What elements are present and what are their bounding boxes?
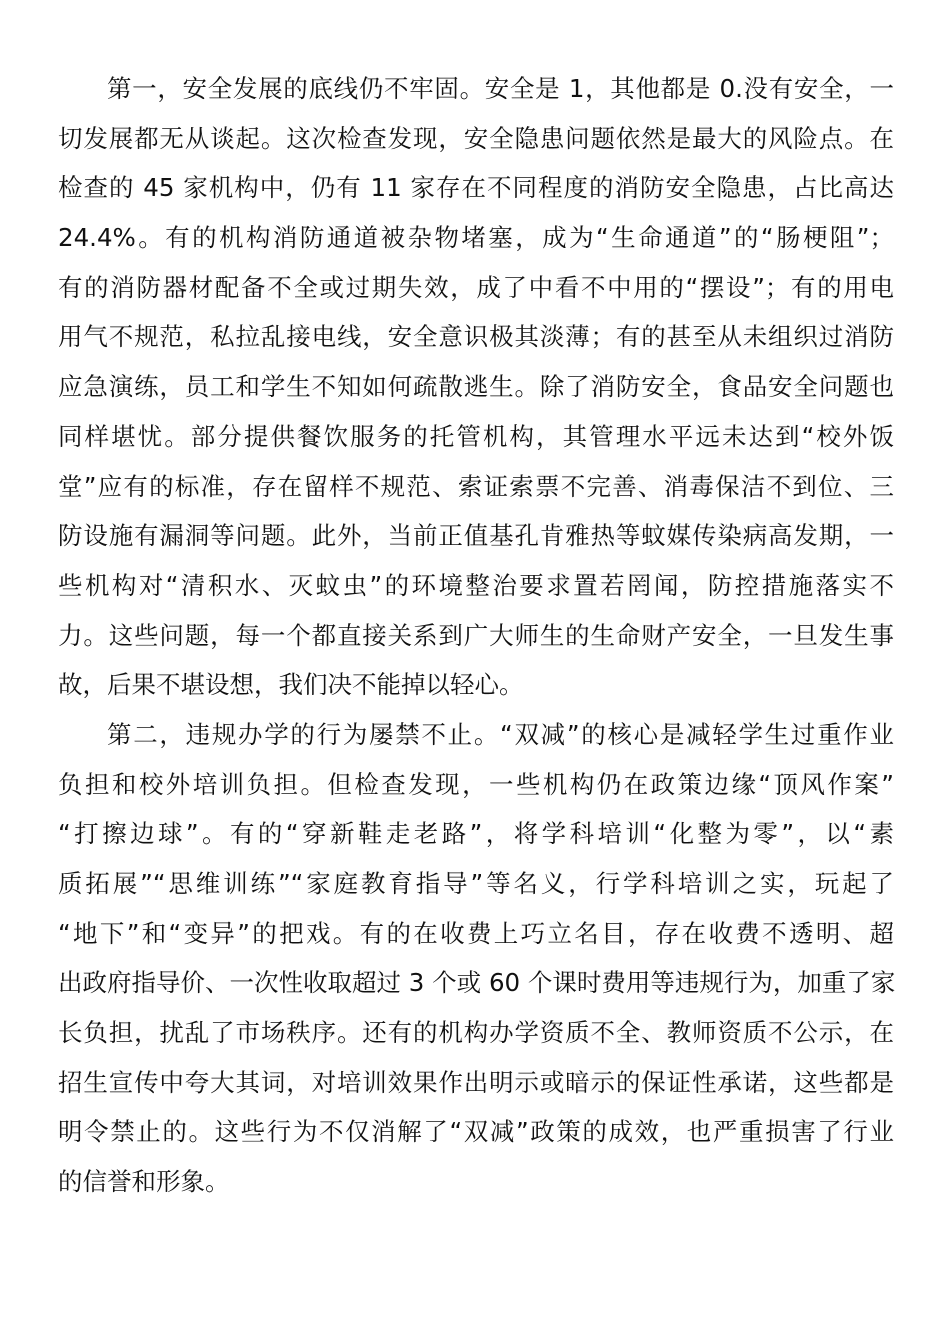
text-line: 些机构对“清积水、灭蚊虫”的环境整治要求置若罔闻，防控措施落实不 [58,570,894,600]
paragraph-safety [58,64,894,710]
text-line: 长负担，扰乱了市场秩序。还有的机构办学资质不全、教师资质不公示，在 [58,1018,894,1048]
text-line: “地下”和“变异”的把戏。有的在收费上巧立名目，存在收费不透明、超 [58,918,894,948]
text-line: 同样堪忧。部分提供餐饮服务的托管机构，其管理水平远未达到“校外饭 [58,421,894,451]
text-line: 应急演练，员工和学生不知如何疏散逃生。除了消防安全，食品安全问题也 [58,372,894,402]
document-page [58,64,894,1207]
text-line: 切发展都无从谈起。这次检查发现，安全隐患问题依然是最大的风险点。在 [58,123,894,153]
text-line: 出政府指导价、一次性收取超过 3 个或 60 个课时费用等违规行为，加重了家 [58,968,896,998]
text-line: 明令禁止的。这些行为不仅消解了“双减”政策的成效，也严重损害了行业 [58,1117,894,1147]
text-line: 有的消防器材配备不全或过期失效，成了中看不中用的“摆设”；有的用电 [58,272,894,302]
text-line: 负担和校外培训负担。但检查发现，一些机构仍在政策边缘“顶风作案” [58,769,894,799]
text-line: 力。这些问题，每一个都直接关系到广大师生的生命财产安全，一旦发生事 [58,620,894,650]
text-line: 检查的 45 家机构中，仍有 11 家存在不同程度的消防安全隐患，占比高达 [58,173,894,203]
text-line: 用气不规范，私拉乱接电线，安全意识极其淡薄；有的甚至从未组织过消防 [58,322,894,352]
text-line: 质拓展”“思维训练”“家庭教育指导”等名义，行学科培训之实，玩起了 [58,869,894,898]
text-line: 第一，安全发展的底线仍不牢固。安全是 1，其他都是 0.没有安全，一 [107,74,894,103]
text-line: 堂”应有的标准，存在留样不规范、索证索票不完善、消毒保洁不到位、三 [58,471,894,501]
text-line: 24.4%。有的机构消防通道被杂物堵塞，成为“生命通道”的“肠梗阻”； [58,223,894,253]
text-line: “打擦边球”。有的“穿新鞋走老路”，将学科培训“化整为零”，以“素 [58,819,894,849]
text-line: 防设施有漏洞等问题。此外，当前正值基孔肯雅热等蚊媒传染病高发期，一 [58,521,894,551]
text-line: 故，后果不堪设想，我们决不能掉以轻心。 [58,670,524,700]
paragraph-violations [58,710,894,1207]
text-line: 招生宣传中夸大其词，对培训效果作出明示或暗示的保证性承诺，这些都是 [58,1067,894,1097]
text-line: 第二，违规办学的行为屡禁不止。“双减”的核心是减轻学生过重作业 [107,719,894,749]
text-line: 的信誉和形象。 [58,1167,230,1197]
